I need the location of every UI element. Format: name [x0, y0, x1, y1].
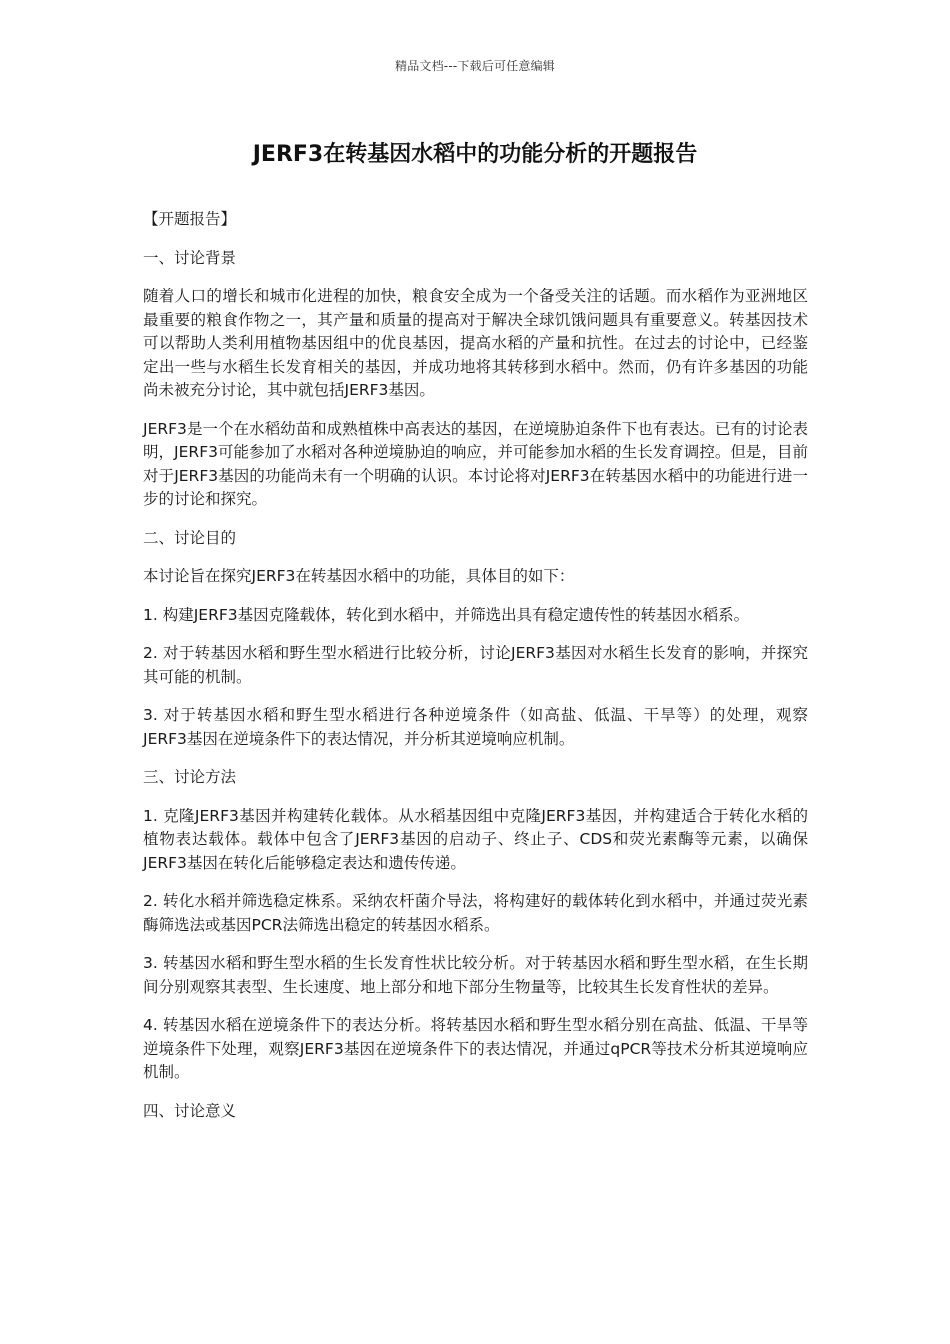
section-heading-significance: 四、讨论意义 [143, 1101, 237, 1120]
list-item-purpose: 3. 对于转基因水稻和野生型水稻进行各种逆境条件（如高盐、低温、干旱等）的处理，观察JERF3基因在逆境条件下的表达情况，并分析其逆境响应机制。 [143, 706, 808, 748]
section-heading-methods: 三、讨论方法 [143, 768, 237, 786]
section-heading-background: 一、讨论背景 [143, 248, 237, 267]
section-heading-purpose: 二、讨论目的 [143, 528, 237, 547]
document-title: JERF3在转基因水稻中的功能分析的开题报告 [252, 142, 698, 167]
report-label: 【开题报告】 [143, 210, 237, 228]
list-item-method: 2. 转化水稻并筛选稳定株系。采纳农杆菌介导法，将构建好的载体转化到水稻中，并通过荧光素酶筛选法或基因PCR法筛选出稳定的转基因水稻系。 [143, 892, 808, 934]
header-note: 精品文档---下载后可任意编辑 [395, 59, 555, 73]
paragraph-background-1: 随着人口的增长和城市化进程的加快，粮食安全成为一个备受关注的话题。而水稻作为亚洲地区最重要的粮食作物之一，其产量和质量的提高对于解决全球饥饿问题具有重要意义。转基因技术可以帮助人类利用植物基因组中的优良基因，提高水稻的产量和抗性。在过去的讨论中，已经鉴定出一些与水稻生长发育相关的基因，并成功地将其转移到水稻中。然而，仍有许多基因的功能尚未被充分讨论，其中就包括JERF3基因。 [143, 287, 808, 399]
paragraph-background-2: JERF3是一个在水稻幼苗和成熟植株中高表达的基因，在逆境胁迫条件下也有表达。已有的讨论表明，JERF3可能参加了水稻对各种逆境胁迫的响应，并可能参加水稻的生长发育调控。但是，目前对于JERF3基因的功能尚未有一个明确的认识。本讨论将对JERF3在转基因水稻中的功能进行进一步的讨论和探究。 [143, 419, 808, 508]
list-item-purpose: 2. 对于转基因水稻和野生型水稻进行比较分析，讨论JERF3基因对水稻生长发育的影响，并探究其可能的机制。 [143, 644, 808, 686]
list-item-purpose: 1. 构建JERF3基因克隆载体，转化到水稻中，并筛选出具有稳定遗传性的转基因水稻系。 [143, 605, 750, 624]
document-body [143, 208, 808, 1138]
list-item-method: 4. 转基因水稻在逆境条件下的表达分析。将转基因水稻和野生型水稻分别在高盐、低温、干旱等逆境条件下处理，观察JERF3基因在逆境条件下的表达情况，并通过qPCR等技术分析其逆境响应机制。 [143, 1016, 808, 1081]
paragraph-purpose-intro: 本讨论旨在探究JERF3在转基因水稻中的功能，具体目的如下： [143, 567, 575, 585]
list-item-method: 1. 克隆JERF3基因并构建转化载体。从水稻基因组中克隆JERF3基因，并构建适合于转化水稻的植物表达载体。载体中包含了JERF3基因的启动子、终止子、CDS和荧光素酶等元素，以确保JERF3基因在转化后能够稳定表达和遗传传递。 [143, 806, 808, 872]
list-item-method: 3. 转基因水稻和野生型水稻的生长发育性状比较分析。对于转基因水稻和野生型水稻，在生长期间分别观察其表型、生长速度、地上部分和地下部分生物量等，比较其生长发育性状的差异。 [143, 954, 808, 996]
